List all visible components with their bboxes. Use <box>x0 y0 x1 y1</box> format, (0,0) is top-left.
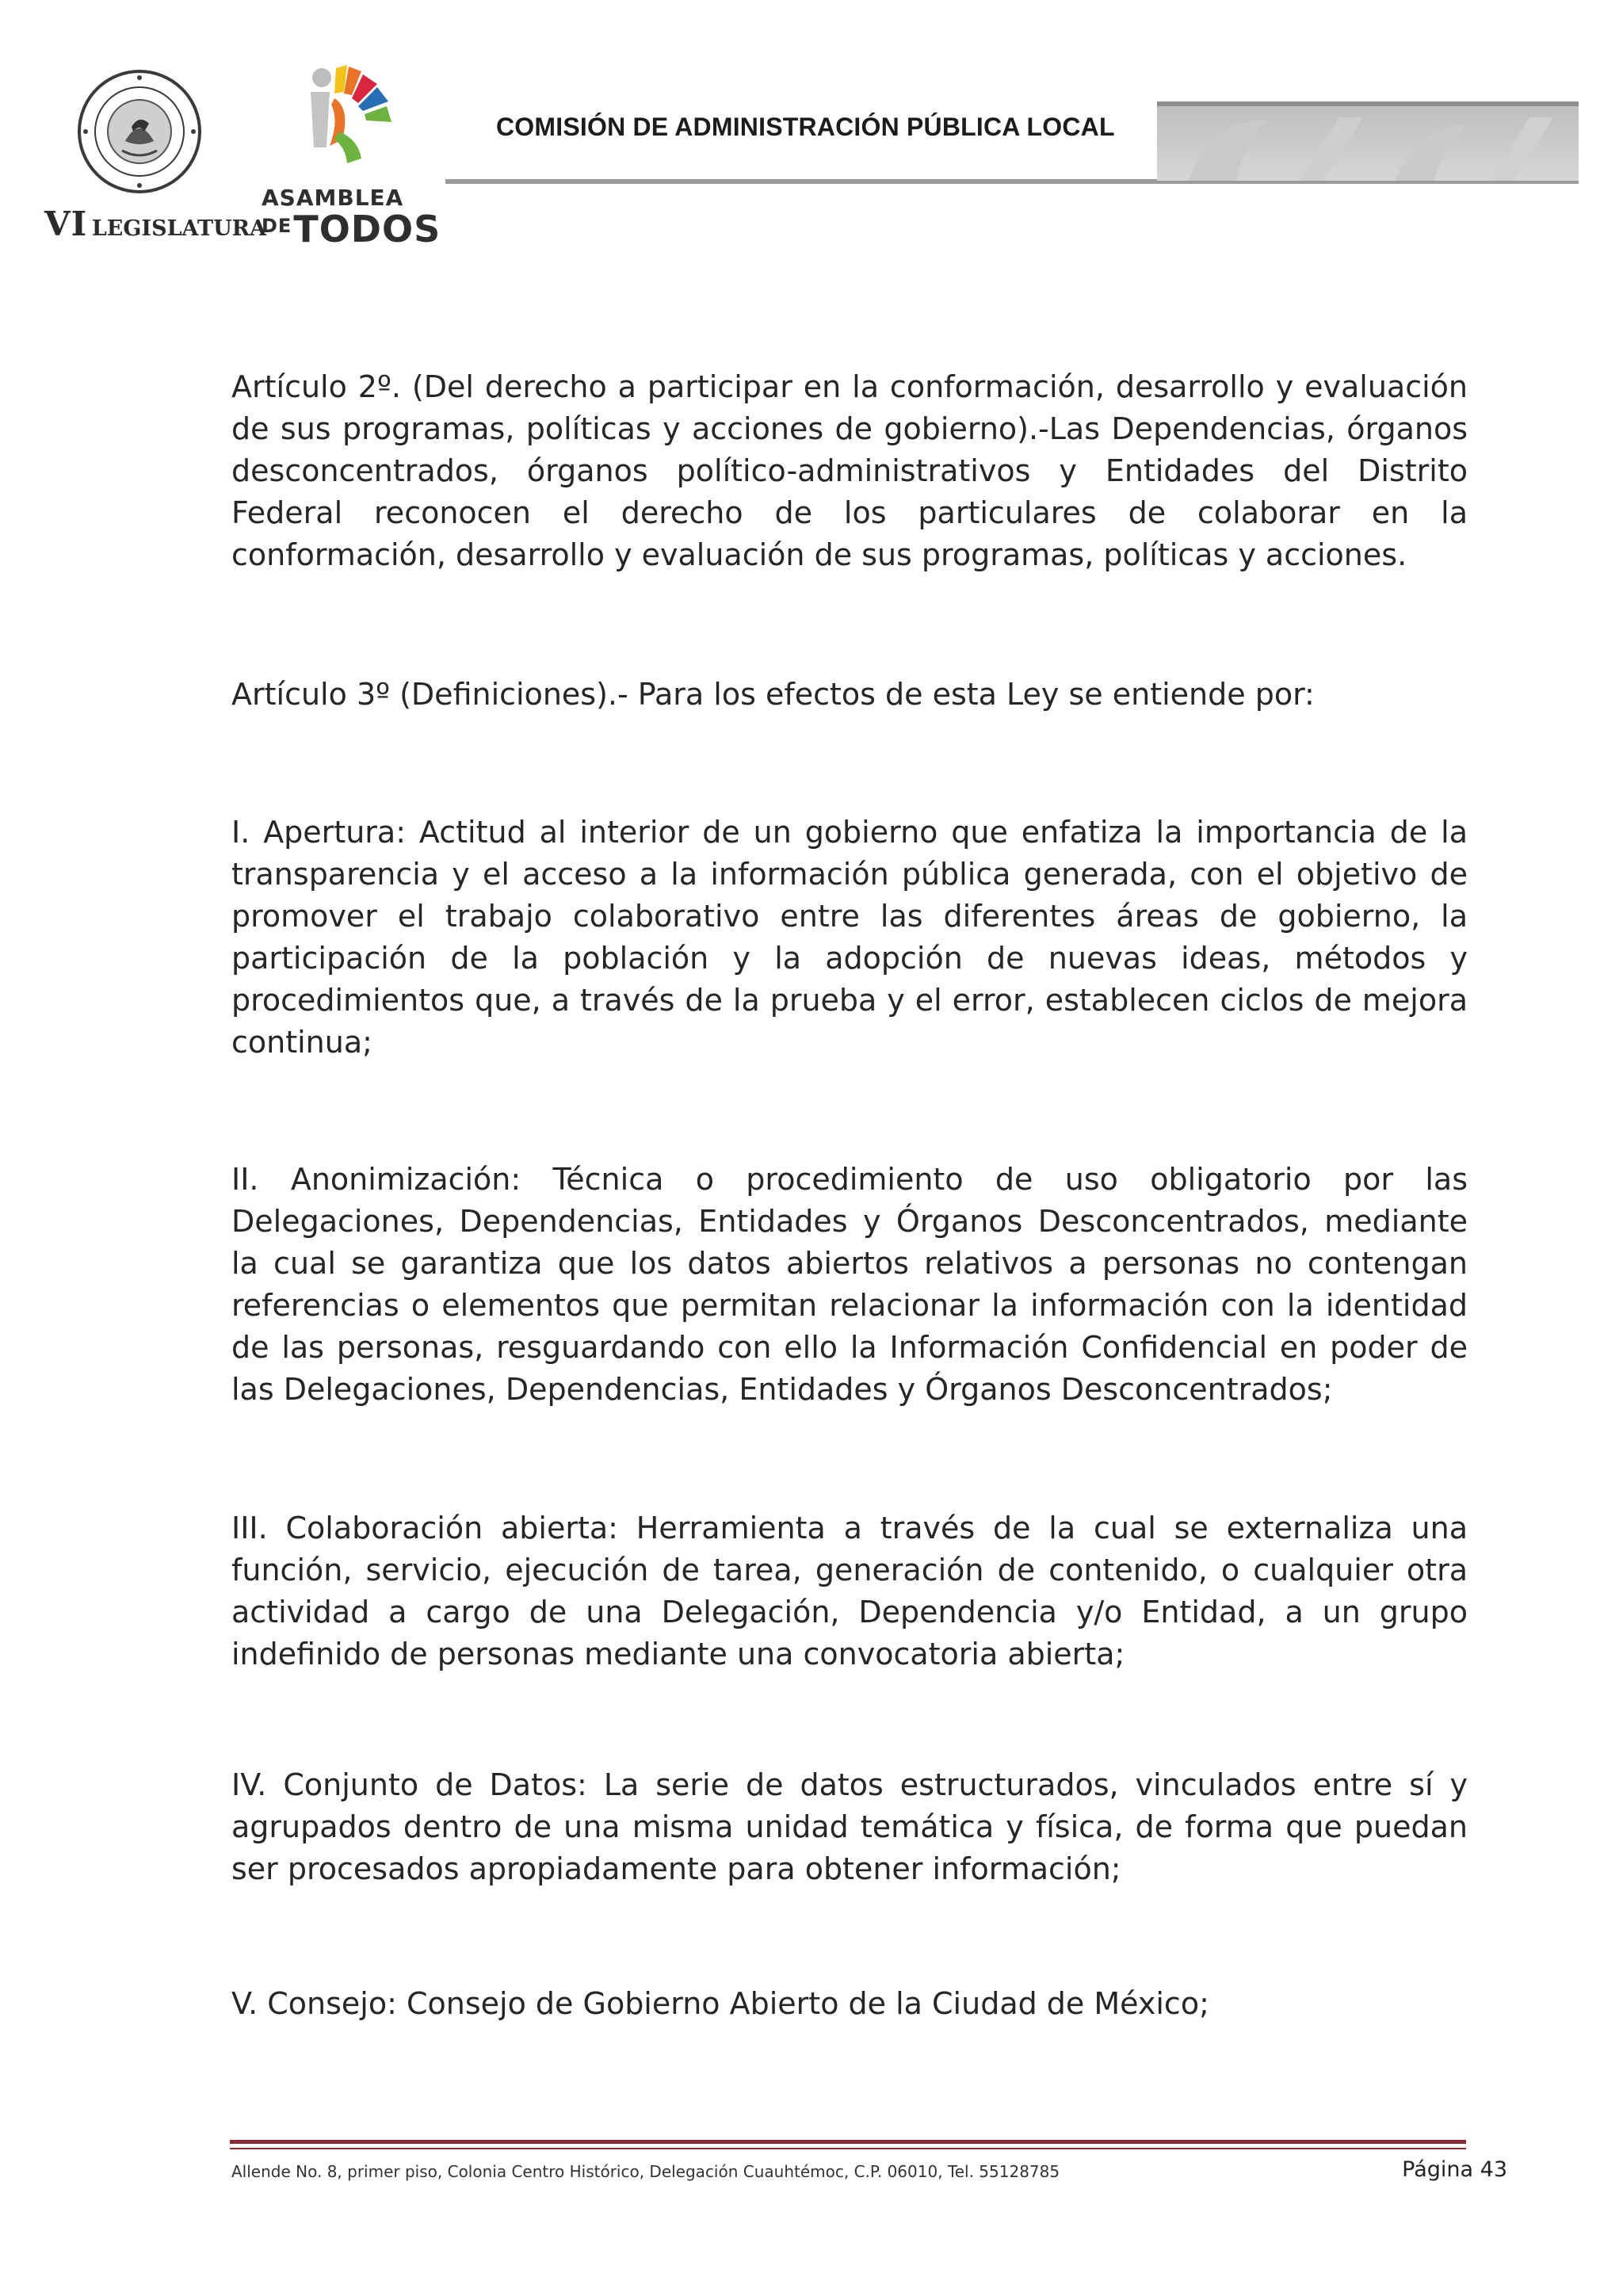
brand-line1: ASAMBLEA <box>262 185 404 211</box>
brand-line2: TODOS <box>293 208 441 250</box>
footer-rule-thin <box>230 2148 1466 2149</box>
definition-i-apertura: I. Apertura: Actitud al interior de un gobierno que enfatiza la importancia de la transparencia y el acceso a la información pública generada, con el objetivo de promover el trabajo colaborativo entre las diferentes áreas de gobierno, la participación de la población y la adopción de nuevas ideas, métodos y procedimientos que, a través de la prueba y el error, establecen ciclos de mejora continua; <box>231 815 1468 1060</box>
legislature-roman: VI <box>44 204 88 243</box>
page-number: Página 43 <box>1402 2157 1507 2182</box>
definition-ii-anonimizacion: II. Anonimización: Técnica o procedimiento de uso obligatorio por las Delegaciones, Dependencias, Entidades y Órganos Desconcentrados, mediante la cual se garantiza que los datos abiertos relativos a personas no contengan referencias o elementos que permitan relacionar la información con la identidad de las personas, resguardando con ello la Información Confidencial en poder de las Delegaciones, Dependencias, Entidades y Órganos Desconcentrados; <box>231 1162 1468 1407</box>
brand-de: DE <box>262 215 292 237</box>
decorative-pattern-icon <box>1157 101 1579 181</box>
definition-v-consejo: V. Consejo: Consejo de Gobierno Abierto de la Ciudad de México; <box>231 1986 1209 2021</box>
definition-iv-conjunto-de-datos: IV. Conjunto de Datos: La serie de datos estructurados, vinculados entre sí y agrupados dentro de una misma unidad temática y física, de forma que puedan ser procesados apropiadamente para obtener información; <box>231 1767 1468 1886</box>
legislature-word: LEGISLATURA <box>91 216 267 241</box>
assembly-seal-logo <box>76 68 203 195</box>
header-title: COMISIÓN DE ADMINISTRACIÓN PÚBLICA LOCAL <box>496 113 1115 141</box>
article-3-paragraph: Artículo 3º (Definiciones).- Para los efectos de esta Ley se entiende por: <box>231 677 1315 712</box>
header-decorative-block <box>1157 101 1579 181</box>
footer-rule <box>230 2140 1466 2144</box>
footer-address: Allende No. 8, primer piso, Colonia Centro Histórico, Delegación Cuauhtémoc, C.P. 06010, Tel. 55128785 <box>231 2162 1060 2181</box>
asamblea-de-todos-logo <box>295 60 398 179</box>
article-2-paragraph: Artículo 2º. (Del derecho a participar en la conformación, desarrollo y evaluación de sus programas, políticas y acciones de gobierno).-Las Dependencias, órganos desconcentrados, órganos político-administrativos y Entidades del Distrito Federal reconocen el derecho de los particulares de colaborar en la conformación, desarrollo y evaluación de sus programas, políticas y acciones. <box>231 369 1468 572</box>
definition-iii-colaboracion-abierta: III. Colaboración abierta: Herramienta a través de la cual se externaliza una función, servicio, ejecución de tarea, generación de contenido, o cualquier otra actividad a cargo de una Delegación, Dependencia y/o Entidad, a un grupo indefinido de personas mediante una convocatoria abierta; <box>231 1511 1468 1671</box>
asamblea-de-todos-wordmark <box>262 185 441 250</box>
legislature-label <box>44 204 266 243</box>
